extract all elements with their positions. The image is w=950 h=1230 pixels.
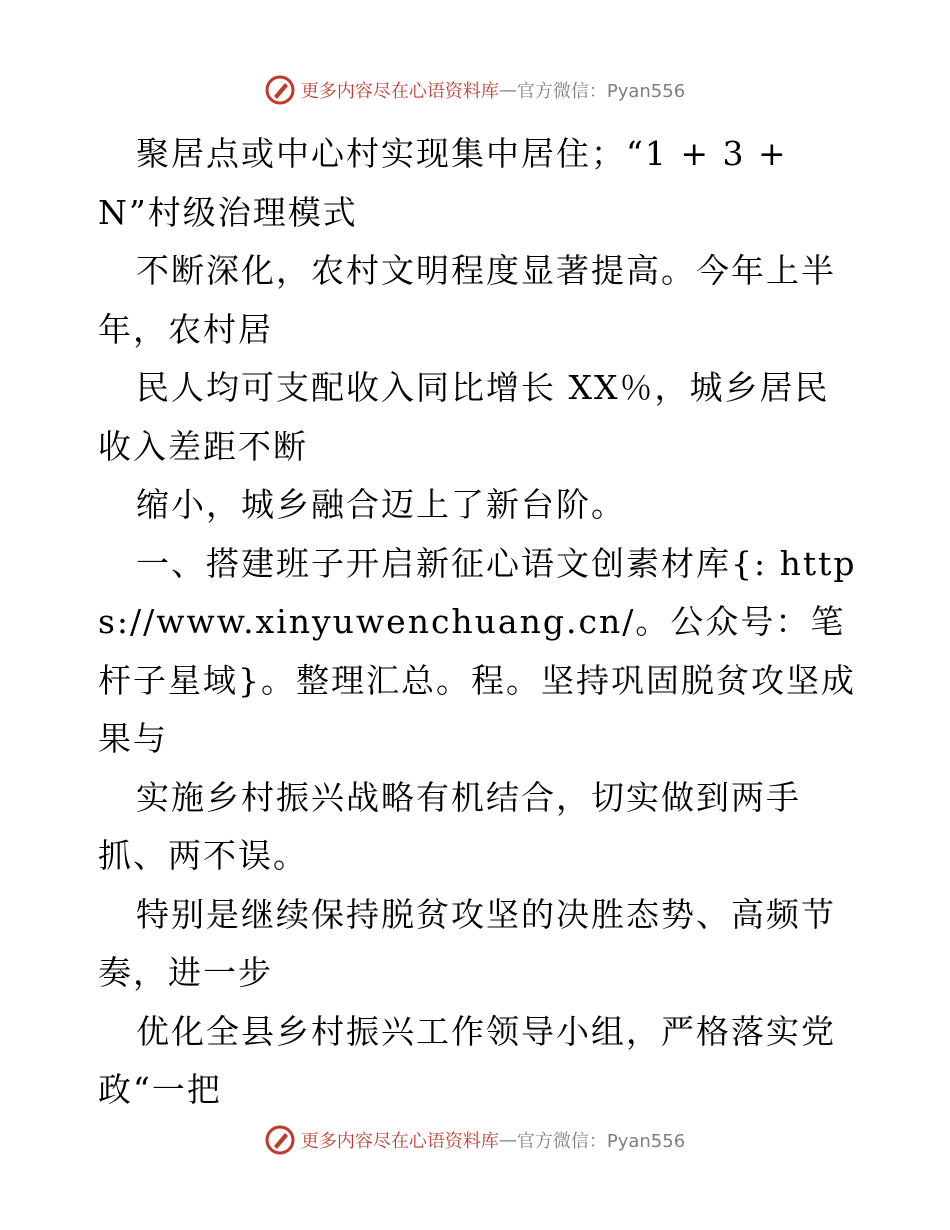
- header-watermark: [0, 70, 950, 110]
- banner-dash: —: [498, 79, 517, 101]
- paragraph-2: 不断深化，农村文明程度显著提高。今年上半年，农村居: [98, 251, 836, 349]
- paragraph-8: 优化全县乡村振兴工作领导小组，严格落实党政“一把: [98, 1011, 836, 1109]
- banner-gray-text: 官方微信：Pyan556: [516, 81, 686, 102]
- paragraph-4: 缩小，城乡融合迈上了新台阶。: [136, 485, 626, 524]
- paragraph-5: 一、搭建班子开启新征心语文创素材库{: https://www.xinyuwenchuang.cn/。公众号：笔杆子星域}。整理汇总。程。坚持巩固脱贫攻坚成果与: [98, 543, 857, 758]
- banner-red-text: 更多内容尽在心语资料库: [300, 1131, 499, 1152]
- pen-logo-icon: [265, 1125, 295, 1155]
- banner-red-text: 更多内容尽在心语资料库: [300, 81, 499, 102]
- paragraph-6: 实施乡村振兴战略有机结合，切实做到两手抓、两不误。: [98, 777, 801, 875]
- paragraph-1: 聚居点或中心村实现集中居住；“1 + 3 + N”村级治理模式: [98, 134, 788, 232]
- pen-logo-icon: [265, 75, 295, 105]
- banner-dash: —: [498, 1129, 517, 1151]
- banner-gray-text: 官方微信：Pyan556: [516, 1131, 686, 1152]
- document-body: [98, 125, 858, 1120]
- footer-watermark: [0, 1120, 950, 1160]
- paragraph-7: 特别是继续保持脱贫攻坚的决胜态势、高频节奏，进一步: [98, 894, 836, 992]
- paragraph-3: 民人均可支配收入同比增长 XX％，城乡居民收入差距不断: [98, 368, 830, 466]
